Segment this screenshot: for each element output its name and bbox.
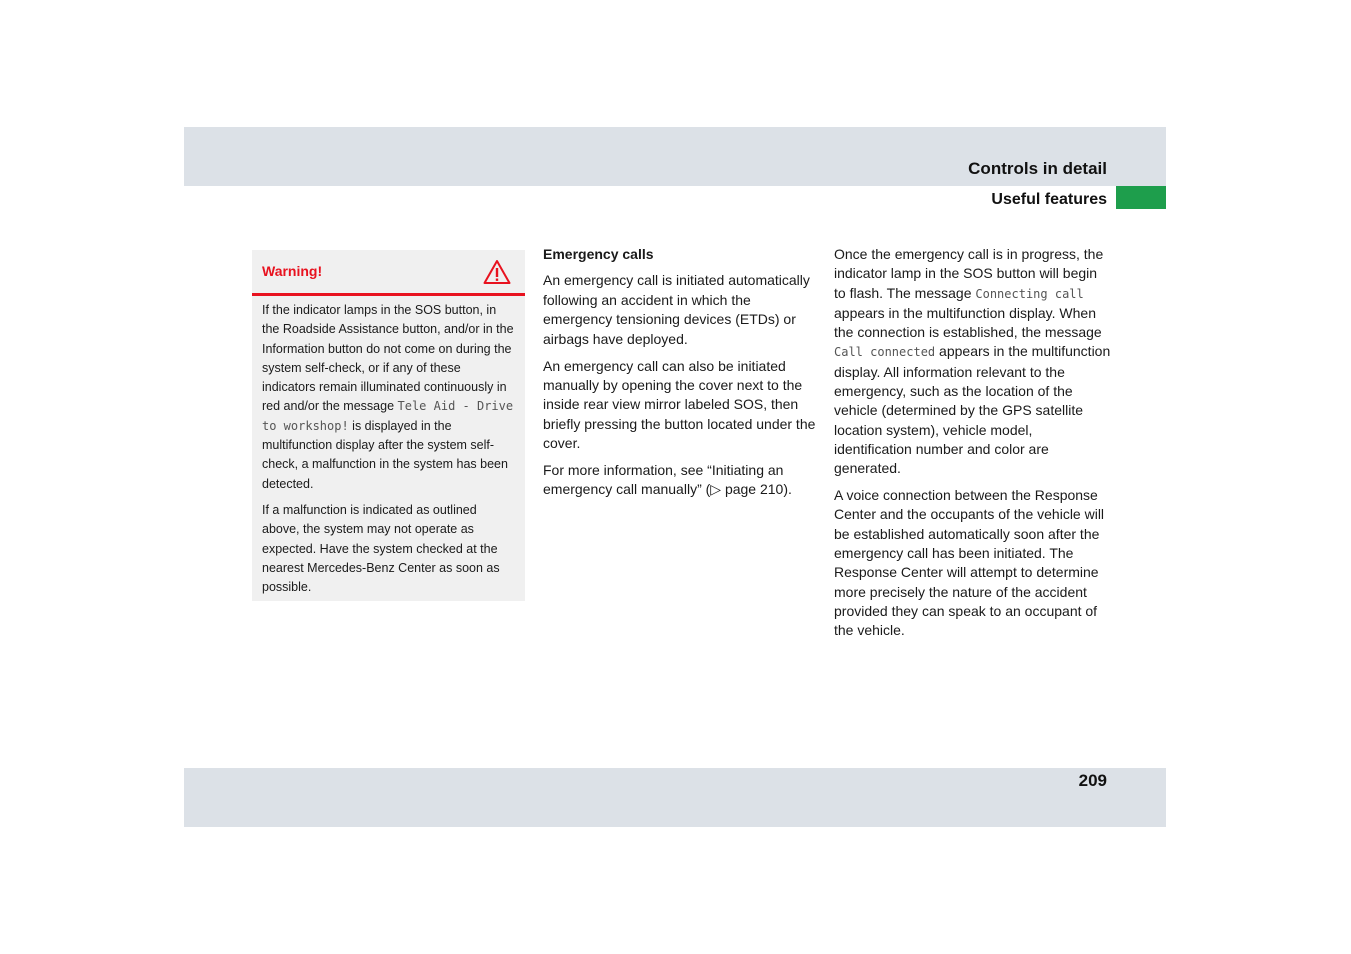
warning-body xyxy=(252,296,525,597)
warning-triangle-icon xyxy=(483,259,511,285)
warning-header xyxy=(252,250,525,296)
body-paragraph: A voice connection between the Response Center and the occupants of the vehicle will be established automatically soon after the emergency call has been initiated. The Response Center will attempt to determine more precisely the nature of the accident provided they can speak to an occupant of the vehicle. xyxy=(834,487,1105,639)
emergency-details-column xyxy=(834,245,1112,648)
warning-paragraph: If the indicator lamps in the SOS button, in the Roadside Assistance button, and/or in the Information button do not come on during the system self-check, or if any of these indicators remain illuminated continuously in red and/or the message Tele Aid - Drive to workshop! is displayed in the multifunction display after the system self-check, a malfunction in the system has been detected. xyxy=(262,303,514,491)
footer-band xyxy=(184,768,1166,827)
page-reference-paragraph: For more information, see “Initiating an emergency call manually” (▷ page 210). xyxy=(543,462,792,498)
display-message: Call connected xyxy=(834,345,936,360)
warning-paragraph: If a malfunction is indicated as outlined above, the system may not operate as expected. Have the system checked at the nearest Mercedes-Benz Center as soon as possible. xyxy=(262,502,500,595)
body-paragraph: Once the emergency call is in progress, the indicator lamp in the SOS button will begin to flash. The message Connecting call appears in the multifunction display. When the connection is established, the message Call connected appears in the multifunction display. All information relevant to the emergency, such as the location of the vehicle (determined by the GPS satellite location system), vehicle model, identification number and color are generated. xyxy=(834,246,1111,477)
warning-box xyxy=(252,250,525,601)
display-message: Connecting call xyxy=(975,286,1084,301)
emergency-calls-heading: Emergency calls xyxy=(543,246,654,262)
body-paragraph: An emergency call is initiated automatically following an accident in which the emergency tensioning devices (ETDs) or airbags have deployed. xyxy=(543,272,810,347)
subsection-title: Useful features xyxy=(991,191,1107,208)
page-number: 209 xyxy=(1078,771,1107,790)
display-message: Tele Aid - Drive to workshop! xyxy=(262,399,514,433)
section-tab-marker xyxy=(1116,186,1166,209)
body-paragraph: An emergency call can also be initiated manually by opening the cover next to the inside rear view mirror labeled SOS, then briefly pressing the button located under the cover. xyxy=(543,357,816,452)
section-title: Controls in detail xyxy=(968,159,1107,178)
warning-title: Warning! xyxy=(262,263,323,279)
emergency-calls-column xyxy=(543,245,818,507)
